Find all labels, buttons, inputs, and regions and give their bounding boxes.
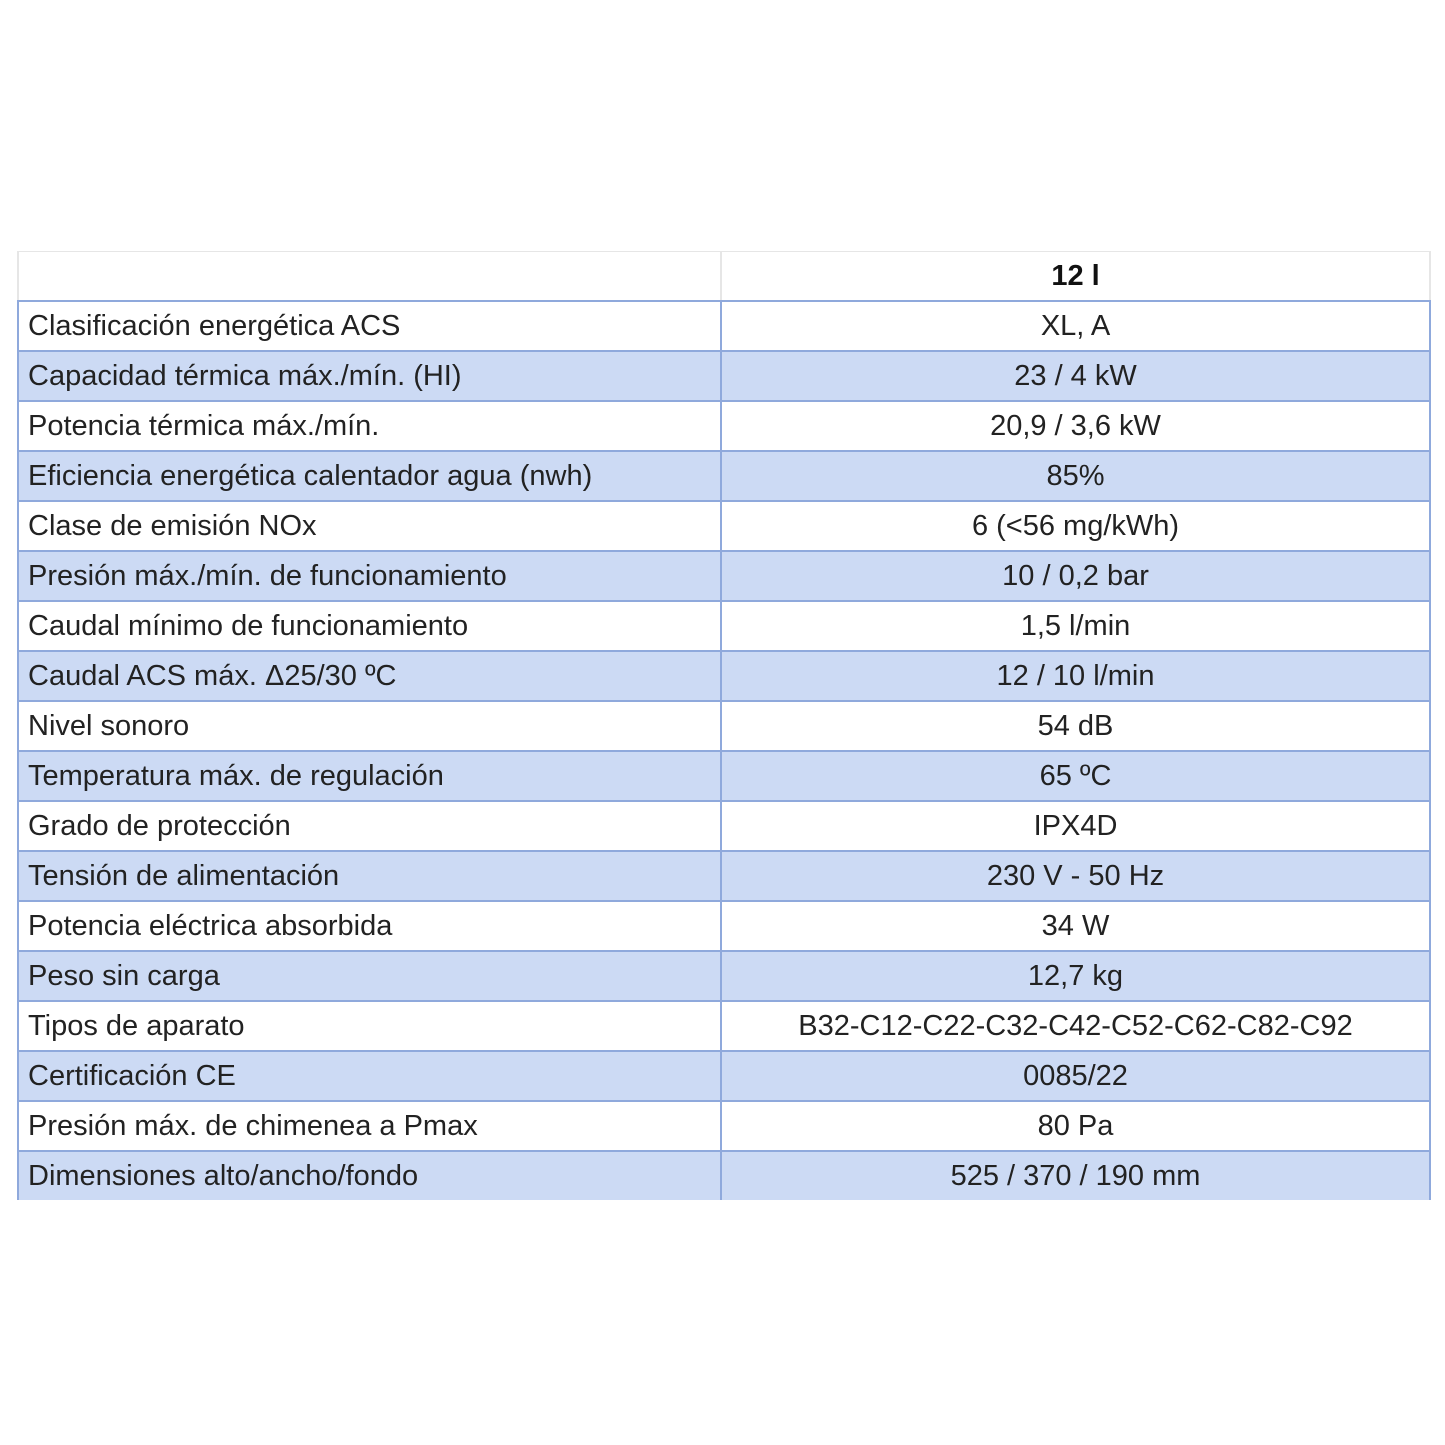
spec-table: [17, 251, 1431, 1200]
spec-label: Clasificación energética ACS: [18, 301, 721, 351]
spec-value: B32-C12-C22-C32-C42-C52-C62-C82-C92: [721, 1001, 1430, 1051]
spec-label: Eficiencia energética calentador agua (nwh): [18, 451, 721, 501]
spec-value: 12 / 10 l/min: [721, 651, 1430, 701]
spec-value: 12,7 kg: [721, 951, 1430, 1001]
table-row: [18, 451, 1430, 501]
table-row: [18, 951, 1430, 1001]
table-row: [18, 901, 1430, 951]
spec-label: Tensión de alimentación: [18, 851, 721, 901]
spec-value: 23 / 4 kW: [721, 351, 1430, 401]
spec-label: Potencia térmica máx./mín.: [18, 401, 721, 451]
table-row: [18, 1001, 1430, 1051]
spec-table-body: [18, 252, 1430, 1201]
spec-label: Caudal mínimo de funcionamiento: [18, 601, 721, 651]
spec-value: 230 V - 50 Hz: [721, 851, 1430, 901]
spec-label: Temperatura máx. de regulación: [18, 751, 721, 801]
spec-value: 85%: [721, 451, 1430, 501]
table-row: [18, 501, 1430, 551]
spec-value: 525 / 370 / 190 mm: [721, 1151, 1430, 1200]
spec-value: 1,5 l/min: [721, 601, 1430, 651]
spec-value: XL, A: [721, 301, 1430, 351]
table-row: [18, 351, 1430, 401]
spec-label: Presión máx. de chimenea a Pmax: [18, 1101, 721, 1151]
spec-value: 10 / 0,2 bar: [721, 551, 1430, 601]
table-row: [18, 701, 1430, 751]
spec-label: Presión máx./mín. de funcionamiento: [18, 551, 721, 601]
table-row: [18, 551, 1430, 601]
table-row: [18, 1051, 1430, 1101]
spec-value: 6 (<56 mg/kWh): [721, 501, 1430, 551]
spec-value: 54 dB: [721, 701, 1430, 751]
table-row: [18, 801, 1430, 851]
table-row: [18, 601, 1430, 651]
spec-label: Caudal ACS máx. Δ25/30 ºC: [18, 651, 721, 701]
table-row: [18, 651, 1430, 701]
table-row: [18, 401, 1430, 451]
table-row: [18, 301, 1430, 351]
header-label-cell: [18, 252, 721, 302]
spec-value: IPX4D: [721, 801, 1430, 851]
spec-value: 80 Pa: [721, 1101, 1430, 1151]
spec-value: 65 ºC: [721, 751, 1430, 801]
table-row: [18, 1101, 1430, 1151]
spec-label: Dimensiones alto/ancho/fondo: [18, 1151, 721, 1200]
spec-label: Certificación CE: [18, 1051, 721, 1101]
table-row: [18, 1151, 1430, 1200]
spec-label: Tipos de aparato: [18, 1001, 721, 1051]
spec-label: Clase de emisión NOx: [18, 501, 721, 551]
spec-label: Peso sin carga: [18, 951, 721, 1001]
spec-value: 20,9 / 3,6 kW: [721, 401, 1430, 451]
table-header-row: [18, 252, 1430, 302]
spec-value: 34 W: [721, 901, 1430, 951]
table-row: [18, 751, 1430, 801]
spec-label: Nivel sonoro: [18, 701, 721, 751]
spec-label: Grado de protección: [18, 801, 721, 851]
spec-label: Capacidad térmica máx./mín. (HI): [18, 351, 721, 401]
table-row: [18, 851, 1430, 901]
header-model-cell: 12 l: [721, 252, 1430, 302]
spec-label: Potencia eléctrica absorbida: [18, 901, 721, 951]
spec-value: 0085/22: [721, 1051, 1430, 1101]
